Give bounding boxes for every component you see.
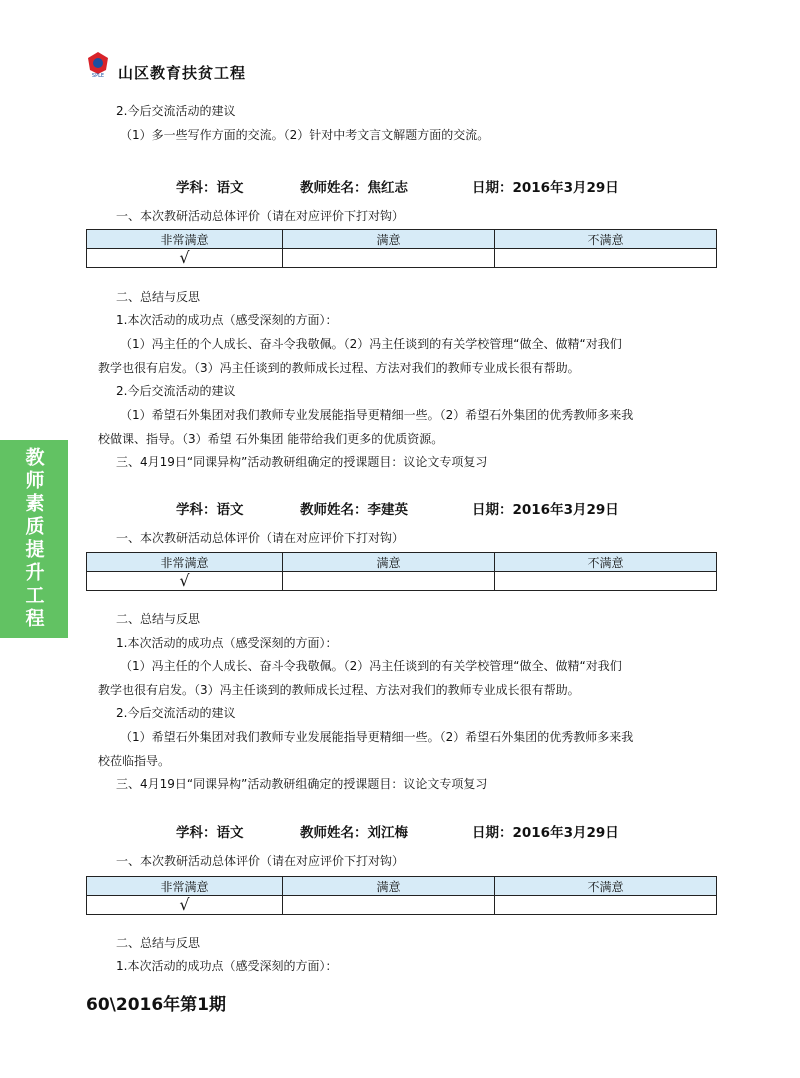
- section-2-topic: 三、4月19日“同课异构”活动教研组确定的授课题目：议论文专项复习: [116, 777, 488, 791]
- section-1-eval-heading: 一、本次教研活动总体评价（请在对应评价下打对钩）: [116, 209, 405, 223]
- section-2-teacher: 教师姓名：李建英: [300, 502, 408, 518]
- section-2-success-heading: 1.本次活动的成功点（感受深刻的方面）：: [116, 636, 338, 650]
- header-very-satisfied: 非常满意: [87, 553, 283, 572]
- check-mark: √: [87, 249, 283, 268]
- section-2-subject: 学科：语文: [176, 502, 244, 518]
- section-1-suggest-line: 校做课、指导。（3）希望 石外集团 能带给我们更多的优质资源。: [98, 432, 444, 446]
- section-3-subject: 学科：语文: [176, 825, 244, 841]
- header-satisfied: 满意: [283, 553, 495, 572]
- section-3-summary-heading: 二、总结与反思: [116, 936, 201, 950]
- section-1-summary-heading: 二、总结与反思: [116, 290, 201, 304]
- section-2-suggest-line: 校莅临指导。: [98, 754, 171, 768]
- section-1-date: 日期：2016年3月29日: [472, 180, 619, 196]
- section-2-suggest-heading: 2.今后交流活动的建议: [116, 706, 236, 720]
- header-satisfied: 满意: [283, 877, 495, 896]
- header-very-satisfied: 非常满意: [87, 877, 283, 896]
- section-2-rating-table: [86, 552, 717, 591]
- intro-suggest-heading: 2.今后交流活动的建议: [116, 104, 236, 118]
- section-2-success-line: 教学也很有启发。（3）冯主任谈到的教师成长过程、方法对我们的教师专业成长很有帮助。: [98, 683, 580, 697]
- intro-suggest-text: （1）多一些写作方面的交流。（2）针对中考文言文解题方面的交流。: [120, 128, 490, 142]
- logo-icon: [84, 50, 112, 78]
- empty-cell: [283, 572, 495, 591]
- empty-cell: [495, 572, 717, 591]
- section-1-subject: 学科：语文: [176, 180, 244, 196]
- section-1-rating-table: [86, 229, 717, 268]
- section-2-summary-heading: 二、总结与反思: [116, 612, 201, 626]
- side-tab: [0, 440, 68, 638]
- section-3-rating-table: [86, 876, 717, 915]
- page-footer: 60\2016年第1期: [86, 995, 227, 1015]
- section-3-date: 日期：2016年3月29日: [472, 825, 619, 841]
- check-mark: √: [87, 896, 283, 915]
- section-2-date: 日期：2016年3月29日: [472, 502, 619, 518]
- svg-text:SPLE: SPLE: [91, 73, 105, 78]
- empty-cell: [283, 249, 495, 268]
- section-2-eval-heading: 一、本次教研活动总体评价（请在对应评价下打对钩）: [116, 531, 405, 545]
- section-1-topic: 三、4月19日“同课异构”活动教研组确定的授课题目：议论文专项复习: [116, 455, 488, 469]
- header-very-satisfied: 非常满意: [87, 230, 283, 249]
- empty-cell: [283, 896, 495, 915]
- page-header-title: 山区教育扶贫工程: [118, 64, 247, 82]
- empty-cell: [495, 249, 717, 268]
- section-1-teacher: 教师姓名：焦红志: [300, 180, 408, 196]
- header-unsatisfied: 不满意: [495, 230, 717, 249]
- section-1-suggest-heading: 2.今后交流活动的建议: [116, 384, 236, 398]
- section-3-eval-heading: 一、本次教研活动总体评价（请在对应评价下打对钩）: [116, 854, 405, 868]
- section-1-success-line: （1）冯主任的个人成长、奋斗令我敬佩。（2）冯主任谈到的有关学校管理“做全、做精“对我们: [120, 337, 622, 351]
- header-unsatisfied: 不满意: [495, 877, 717, 896]
- section-3-success-heading: 1.本次活动的成功点（感受深刻的方面）：: [116, 959, 338, 973]
- section-1-success-line: 教学也很有启发。（3）冯主任谈到的教师成长过程、方法对我们的教师专业成长很有帮助。: [98, 361, 580, 375]
- side-tab-label: 教师素质提升工程: [22, 447, 45, 631]
- empty-cell: [495, 896, 717, 915]
- header-satisfied: 满意: [283, 230, 495, 249]
- section-2-success-line: （1）冯主任的个人成长、奋斗令我敬佩。（2）冯主任谈到的有关学校管理“做全、做精“对我们: [120, 659, 622, 673]
- header-unsatisfied: 不满意: [495, 553, 717, 572]
- section-1-suggest-line: （1）希望石外集团对我们教师专业发展能指导更精细一些。（2）希望石外集团的优秀教师多来我: [120, 408, 634, 422]
- section-2-suggest-line: （1）希望石外集团对我们教师专业发展能指导更精细一些。（2）希望石外集团的优秀教师多来我: [120, 730, 634, 744]
- section-3-teacher: 教师姓名：刘江梅: [300, 825, 408, 841]
- section-1-success-heading: 1.本次活动的成功点（感受深刻的方面）：: [116, 313, 338, 327]
- check-mark: √: [87, 572, 283, 591]
